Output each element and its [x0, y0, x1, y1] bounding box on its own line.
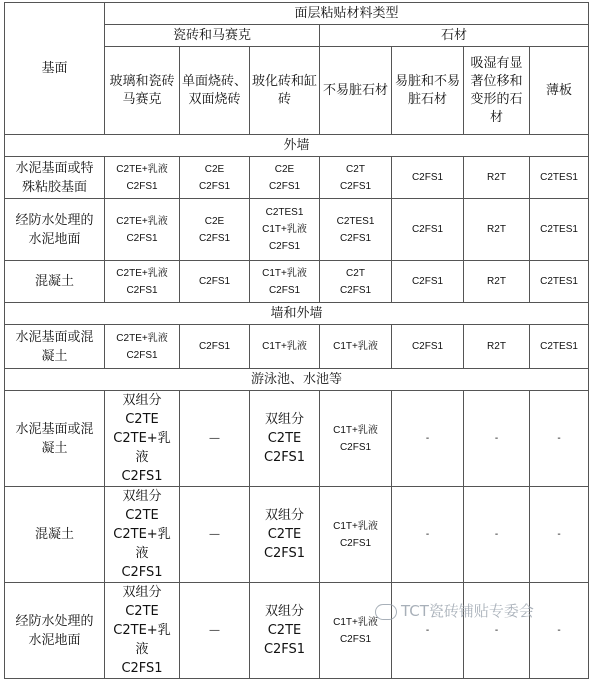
- table-cell: C2T C2FS1: [320, 261, 392, 303]
- table-row: [5, 199, 589, 261]
- base-cell: 混凝土: [5, 487, 105, 583]
- table-cell: C2TE+乳液 C2FS1: [105, 157, 180, 199]
- base-cell: 水泥基面或混 凝土: [5, 391, 105, 487]
- base-cell: 水泥基面或特 殊粘胶基面: [5, 157, 105, 199]
- column-header: 玻璃和瓷砖马赛克: [105, 47, 180, 135]
- table-cell: C1T+乳液 C2FS1: [320, 583, 392, 679]
- table-cell: 双组分 C2TE C2TE+乳液 C2FS1: [105, 391, 180, 487]
- section-title: 外墙: [5, 135, 589, 157]
- column-header: 易脏和不易脏石材: [392, 47, 464, 135]
- table-cell: 双组分 C2TE C2FS1: [250, 583, 320, 679]
- table-cell: C2E C2FS1: [180, 199, 250, 261]
- table-cell: C1T+乳液 C2FS1: [320, 487, 392, 583]
- table-cell: C2TES1 C1T+乳液 C2FS1: [250, 199, 320, 261]
- table-row: [5, 583, 589, 679]
- table-cell: C1T+乳液: [320, 325, 392, 369]
- table-cell: C2E C2FS1: [180, 157, 250, 199]
- table-cell: -: [392, 487, 464, 583]
- section-title: 游泳池、水池等: [5, 369, 589, 391]
- table-cell: -: [464, 391, 530, 487]
- table-cell: -: [392, 583, 464, 679]
- table-cell: C2FS1: [392, 157, 464, 199]
- table-cell: C1T+乳液 C2FS1: [250, 261, 320, 303]
- table-cell: 双组分 C2TE C2TE+乳液 C2FS1: [105, 583, 180, 679]
- table-cell: R2T: [464, 261, 530, 303]
- header-base: 基面: [5, 3, 105, 135]
- table-row: [5, 261, 589, 303]
- column-header: 不易脏石材: [320, 47, 392, 135]
- base-cell: 水泥基面或混 凝土: [5, 325, 105, 369]
- base-cell: 经防水处理的 水泥地面: [5, 199, 105, 261]
- base-cell: 混凝土: [5, 261, 105, 303]
- table-row: [5, 391, 589, 487]
- column-header: 薄板: [530, 47, 589, 135]
- table-cell: C2FS1: [180, 325, 250, 369]
- table-cell: —: [180, 391, 250, 487]
- column-header: 吸湿有显著位移和变形的石材: [464, 47, 530, 135]
- table-cell: C2TE+乳液 C2FS1: [105, 199, 180, 261]
- header-group-stone: 石材: [320, 25, 589, 47]
- table-cell: C2TE+乳液 C2FS1: [105, 261, 180, 303]
- table-cell: 双组分 C2TE C2FS1: [250, 487, 320, 583]
- table-cell: C2FS1: [180, 261, 250, 303]
- table-cell: C2TES1: [530, 199, 589, 261]
- table-cell: C1T+乳液: [250, 325, 320, 369]
- table-row: [5, 487, 589, 583]
- table-cell: C2TES1: [530, 325, 589, 369]
- table-row: [5, 325, 589, 369]
- table-cell: -: [530, 583, 589, 679]
- column-header: 玻化砖和缸砖: [250, 47, 320, 135]
- section-title: 墙和外墙: [5, 303, 589, 325]
- column-header: 单面烧砖、双面烧砖: [180, 47, 250, 135]
- table-row: [5, 157, 589, 199]
- table-cell: C2FS1: [392, 325, 464, 369]
- table-cell: R2T: [464, 325, 530, 369]
- table-cell: C2FS1: [392, 199, 464, 261]
- table-cell: -: [530, 487, 589, 583]
- table-cell: -: [530, 391, 589, 487]
- table-cell: -: [392, 391, 464, 487]
- table-cell: R2T: [464, 157, 530, 199]
- table-cell: C1T+乳液 C2FS1: [320, 391, 392, 487]
- table-cell: C2TES1: [530, 157, 589, 199]
- header-group-tile: 瓷砖和马赛克: [105, 25, 320, 47]
- table-cell: —: [180, 583, 250, 679]
- base-cell: 经防水处理的 水泥地面: [5, 583, 105, 679]
- chat-bubble-icon: [375, 604, 397, 620]
- table-cell: R2T: [464, 199, 530, 261]
- table-cell: 双组分 C2TE C2FS1: [250, 391, 320, 487]
- table-cell: C2E C2FS1: [250, 157, 320, 199]
- table-cell: 双组分 C2TE C2TE+乳液 C2FS1: [105, 487, 180, 583]
- table-cell: -: [464, 487, 530, 583]
- table-cell: -: [464, 583, 530, 679]
- table-cell: C2FS1: [392, 261, 464, 303]
- table-cell: C2TES1: [530, 261, 589, 303]
- table-cell: C2TE+乳液 C2FS1: [105, 325, 180, 369]
- table-cell: —: [180, 487, 250, 583]
- watermark: TCT瓷砖铺贴专委会: [375, 600, 534, 621]
- adhesive-selection-table: [4, 2, 589, 679]
- header-material-types: 面层粘贴材料类型: [105, 3, 589, 25]
- table-cell: C2TES1 C2FS1: [320, 199, 392, 261]
- table-cell: C2T C2FS1: [320, 157, 392, 199]
